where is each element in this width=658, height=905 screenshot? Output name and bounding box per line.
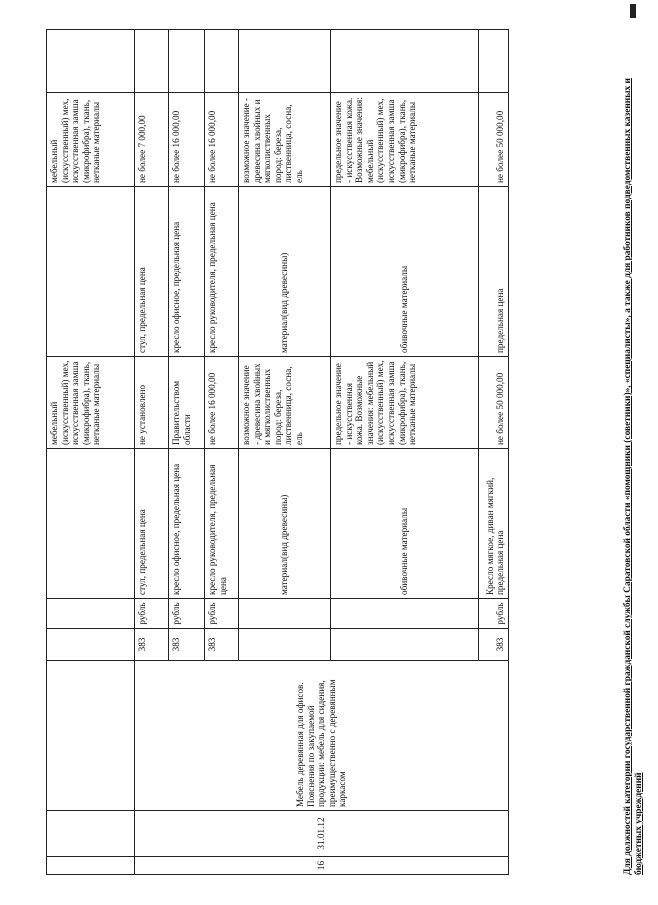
characteristic-2: обивочные материалы [331, 187, 479, 357]
unit-name: рубль [205, 599, 239, 629]
value-2: не более 7 000,00 [135, 93, 169, 187]
characteristic: кресло руководителя, предельная цена [205, 449, 239, 599]
characteristic: Кресло мягкое, диван мягкий, предельная цена [479, 449, 509, 599]
unit-name: рубль [135, 599, 169, 629]
characteristic-2: предельная цена [479, 187, 509, 357]
characteristic: кресло офисное, предельная цена [169, 449, 205, 599]
unit-name: рубль [479, 599, 509, 629]
table-row [135, 30, 169, 875]
okei-code [331, 629, 479, 661]
carry-over-row [47, 30, 135, 875]
value-1: Правительством области [169, 357, 205, 449]
product-name: Мебель деревянная для офисов. Пояснения по закупаемой продукции: мебель для сидения, преимущественно с деревянным каркасом [135, 661, 509, 811]
unit-name [239, 599, 331, 629]
unit-name: рубль [169, 599, 205, 629]
value-1: не более 16 000,00 [205, 357, 239, 449]
footer-note: Для должностей категории государственной гражданской службы Саратовской области «помощники (советники)», «специалисты», а также для работников подведомственных казенных и бюджетных учреждений [623, 78, 644, 875]
okei-code: 383 [135, 629, 169, 661]
value-2: предельное значение - искусственная кожа. Возможные значения: мебельный (искусственный) мех, искусственная замша (микрофибра), ткань, нетканые материалы [331, 93, 479, 187]
scan-edge-mark [630, 4, 636, 18]
carry-over-value-1: мебельный (искусственный) мех, искусственная замша (микрофибра), ткань, нетканые материалы [47, 357, 135, 449]
characteristic: материал(вид древесины) [239, 449, 331, 599]
unit-name [331, 599, 479, 629]
okei-code: 383 [169, 629, 205, 661]
okpd-code: 31.01.12 [135, 811, 509, 857]
characteristic-2: кресло офисное, предельная цена [169, 187, 205, 357]
value-1: возможное значение - древесина хвойных и мягколиственных пород: береза, лиственница, сосна, ель [239, 357, 331, 449]
okei-code: 383 [479, 629, 509, 661]
requirements-table [46, 29, 509, 875]
characteristic-2: стул, предельная цена [135, 187, 169, 357]
characteristic: стул, предельная цена [135, 449, 169, 599]
value-2: возможное значение - древесина хвойных и мягколиственных пород: береза, лиственница, сосна, ель [239, 93, 331, 187]
okei-code [239, 629, 331, 661]
rotated-document-page [28, 0, 658, 875]
value-2: не более 16 000,00 [169, 93, 205, 187]
characteristic-2: материал(вид древесины) [239, 187, 331, 357]
value-2: не более 50 000,00 [479, 93, 509, 187]
characteristic: обивочные материалы [331, 449, 479, 599]
characteristic-2: кресло руководителя, предельная цена [205, 187, 239, 357]
value-1: не установлено [135, 357, 169, 449]
carry-over-value-2: мебельный (искусственный) мех, искусственная замша (микрофибра), ткань, нетканые материалы [47, 93, 135, 187]
row-number: 16 [135, 857, 509, 875]
value-1: предельное значение - искусственная кожа. Возможные значения: мебельный (искусственный) мех, искусственная замша (микрофибра), ткань, нетканые материалы [331, 357, 479, 449]
value-1: не более 50 000,00 [479, 357, 509, 449]
value-2: не более 16 000,00 [205, 93, 239, 187]
okei-code: 383 [205, 629, 239, 661]
